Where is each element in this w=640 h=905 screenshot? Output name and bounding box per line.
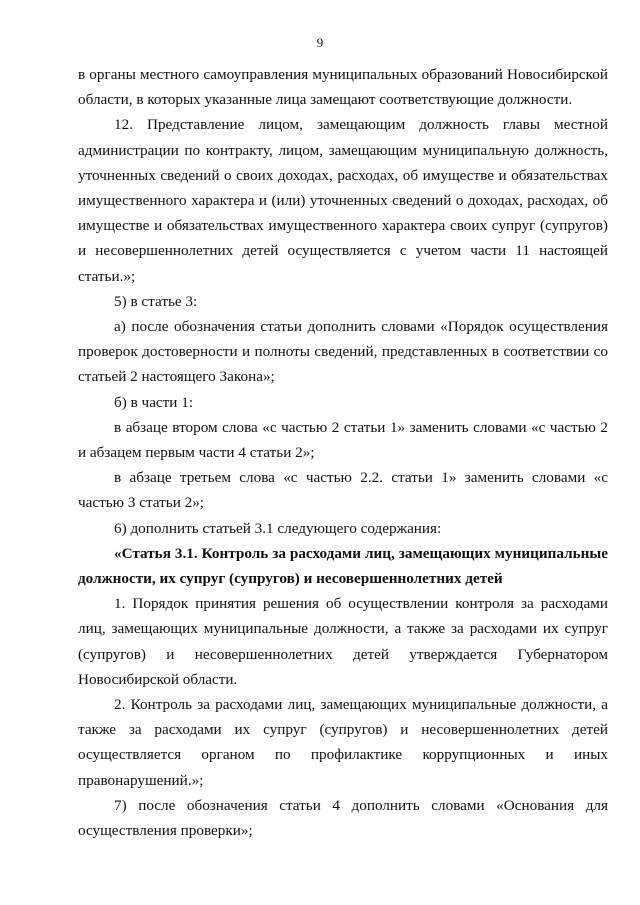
paragraph-subitem-b: б) в части 1:	[114, 393, 194, 411]
paragraph-article-part-2: 2. Контроль за расходами лиц, замещающих муниципальные должности, а также за расходами их супруг (супругов) и несовершеннолетних детей осуществляется органом по профилактике коррупционных и иных правонарушений.»;	[78, 696, 608, 789]
paragraph-article-part-1: 1. Порядок принятия решения об осуществлении контроля за расходами лиц, замещающих муниципальные должности, а также за расходами их супруг (супругов) и несовершеннолетних детей утверждается Губернатором Новосибирской области.	[78, 595, 608, 688]
page-number: 9	[316, 35, 324, 50]
article-heading: «Статья 3.1. Контроль за расходами лиц, замещающих муниципальные должности, их супруг (супругов) и несовершеннолетних детей	[78, 544, 608, 588]
paragraph-subitem-a: а) после обозначения статьи дополнить словами «Порядок осуществления проверок достоверности и полноты сведений, представленных в соответствии со статьей 2 настоящего Закона»;	[78, 318, 608, 386]
paragraph-abzac-second: в абзаце втором слова «с частью 2 статьи 1» заменить словами «с частью 2 и абзацем первым части 4 статьи 2»;	[78, 418, 608, 462]
paragraph-abzac-third: в абзаце третьем слова «с частью 2.2. статьи 1» заменить словами «с частью 3 статьи 2»;	[78, 469, 608, 512]
paragraph-item-7: 7) после обозначения статьи 4 дополнить словами «Основания для осуществления проверки»;	[78, 796, 608, 840]
paragraph-item-12: 12. Представление лицом, замещающим должность главы местной администрации по контракту, лицом, замещающим муниципальную должность, уточненных сведений о своих доходах, расходах, об имуществе и обязательствах имущественного характера и (или) уточненных сведений о доходах, расходах, об имуществе и обязательствах имущественного характера своих супруг (супругов) и несовершеннолетних детей осуществляется с учетом части 11 настоящей статьи.»;	[78, 116, 608, 285]
paragraph-item-6: 6) дополнить статьей 3.1 следующего содержания:	[114, 519, 442, 537]
paragraph-continuation: в органы местного самоуправления муниципальных образований Новосибирской области, в которых указанные лица замещают соответствующие должности.	[78, 66, 608, 109]
document-body	[78, 62, 608, 843]
paragraph-item-5: 5) в статье 3:	[114, 292, 198, 310]
